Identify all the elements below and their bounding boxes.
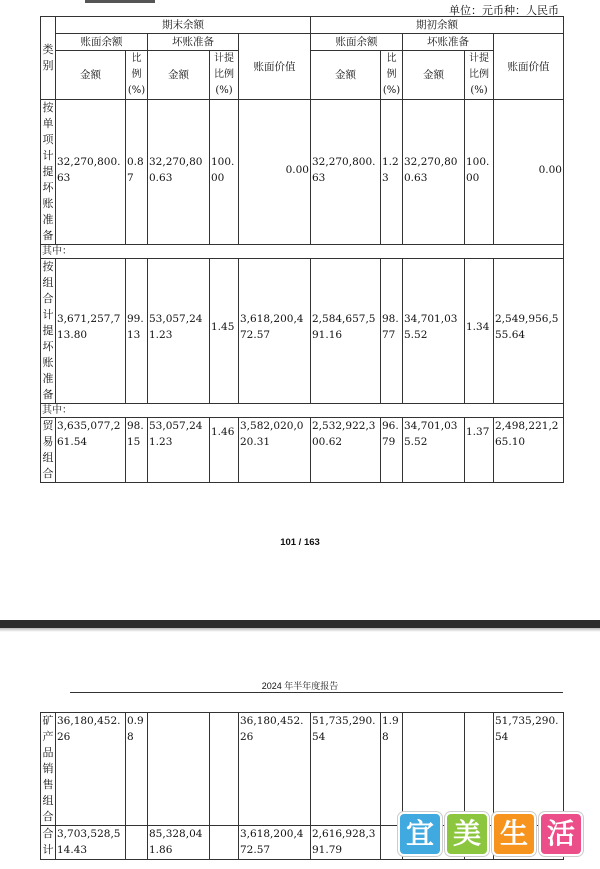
cell: 96.79	[381, 418, 403, 483]
bad-debt-table-upper	[40, 16, 564, 483]
cell: 1.98	[381, 713, 403, 826]
header-category: 类别	[41, 17, 56, 100]
header-amount: 金额	[311, 51, 381, 100]
report-header: 2024 年半年度报告	[261, 681, 339, 691]
watermark-logo	[398, 812, 583, 854]
row-label: 贸易组合	[41, 418, 56, 483]
header-closing-book-value: 账面价值	[239, 34, 311, 100]
cell: 53,057,241.23	[148, 259, 210, 404]
cell: 3,618,200,472.57	[239, 826, 311, 860]
cell: 3,635,077,261.54	[56, 418, 126, 483]
of-which-label: 其中：	[41, 404, 564, 418]
cell: 32,270,800.63	[311, 100, 381, 245]
cell: 1.23	[381, 100, 403, 245]
cell	[126, 826, 148, 860]
cell: 1.34	[465, 259, 494, 404]
row-label: 按单项计提坏账准备	[41, 100, 56, 245]
cell: 34,701,035.52	[403, 259, 465, 404]
cell: 1.37	[465, 418, 494, 483]
header-provision-ratio: 计提比例(%)	[210, 51, 239, 100]
cell: 2,498,221,265.10	[494, 418, 564, 483]
header-closing-book-balance: 账面余额	[56, 34, 148, 51]
header-rule	[70, 692, 563, 693]
cell: 3,582,020,020.31	[239, 418, 311, 483]
cell: 99.13	[126, 259, 148, 404]
header-amount: 金额	[148, 51, 210, 100]
watermark-char: 活	[539, 812, 583, 856]
cell: 0.00	[239, 100, 311, 245]
row-label: 矿产品销售组合	[41, 713, 56, 826]
cell: 3,671,257,713.80	[56, 259, 126, 404]
watermark-char: 美	[445, 812, 489, 856]
cell: 0.87	[126, 100, 148, 245]
cell: 98.77	[381, 259, 403, 404]
cropped-text-fragment	[85, 0, 155, 3]
watermark-char: 宜	[398, 812, 442, 856]
row-label: 合计	[41, 826, 56, 860]
cell: 36,180,452.26	[239, 713, 311, 826]
page-number: 101 / 163	[280, 537, 320, 548]
cell: 100.00	[210, 100, 239, 245]
header-ratio: 比例(%)	[381, 51, 403, 100]
cell	[148, 713, 210, 826]
table-row-group	[41, 259, 564, 404]
table-row-trade	[41, 418, 564, 483]
header-provision-ratio: 计提比例(%)	[465, 51, 494, 100]
cell: 1.46	[210, 418, 239, 483]
header-opening-book-balance: 账面余额	[311, 34, 403, 51]
header-amount: 金额	[56, 51, 126, 100]
cell	[210, 713, 239, 826]
cell: 34,701,035.52	[403, 418, 465, 483]
cell	[210, 826, 239, 860]
cell: 100.00	[465, 100, 494, 245]
table-row-mineral	[41, 713, 564, 826]
cell: 3,703,528,514.43	[56, 826, 126, 860]
cell: 1.45	[210, 259, 239, 404]
unit-currency-label: 单位：元币种：人民币	[449, 4, 559, 17]
header-opening-balance: 期初余额	[311, 17, 564, 34]
page-separator	[0, 620, 600, 628]
table-row-single	[41, 100, 564, 245]
cell: 3,618,200,472.57	[239, 259, 311, 404]
cell: 51,735,290.54	[494, 713, 564, 826]
cell	[465, 713, 494, 826]
header-opening-book-value: 账面价值	[494, 34, 564, 100]
header-ratio: 比例(%)	[126, 51, 148, 100]
cell: 53,057,241.23	[148, 418, 210, 483]
of-which-label: 其中：	[41, 245, 564, 259]
cell: 32,270,800.63	[148, 100, 210, 245]
cell	[403, 713, 465, 826]
cell: 2,549,956,555.64	[494, 259, 564, 404]
cell: 51,735,290.54	[311, 713, 381, 826]
page-separator-shadow	[0, 628, 600, 632]
cell: 98.15	[126, 418, 148, 483]
cell: 2,616,928,391.79	[311, 826, 381, 860]
header-closing-balance: 期末余额	[56, 17, 311, 34]
cell: 32,270,800.63	[403, 100, 465, 245]
watermark-char: 生	[492, 812, 536, 856]
cell: 85,328,041.86	[148, 826, 210, 860]
cell: 2,584,657,591.16	[311, 259, 381, 404]
cell: 36,180,452.26	[56, 713, 126, 826]
cell: 0.00	[494, 100, 564, 245]
header-closing-bad-debt: 坏账准备	[148, 34, 239, 51]
header-opening-bad-debt: 坏账准备	[403, 34, 494, 51]
header-amount: 金额	[403, 51, 465, 100]
cell: 2,532,922,300.62	[311, 418, 381, 483]
cell: 32,270,800.63	[56, 100, 126, 245]
row-label: 按组合计提坏账准备	[41, 259, 56, 404]
cell: 0.98	[126, 713, 148, 826]
